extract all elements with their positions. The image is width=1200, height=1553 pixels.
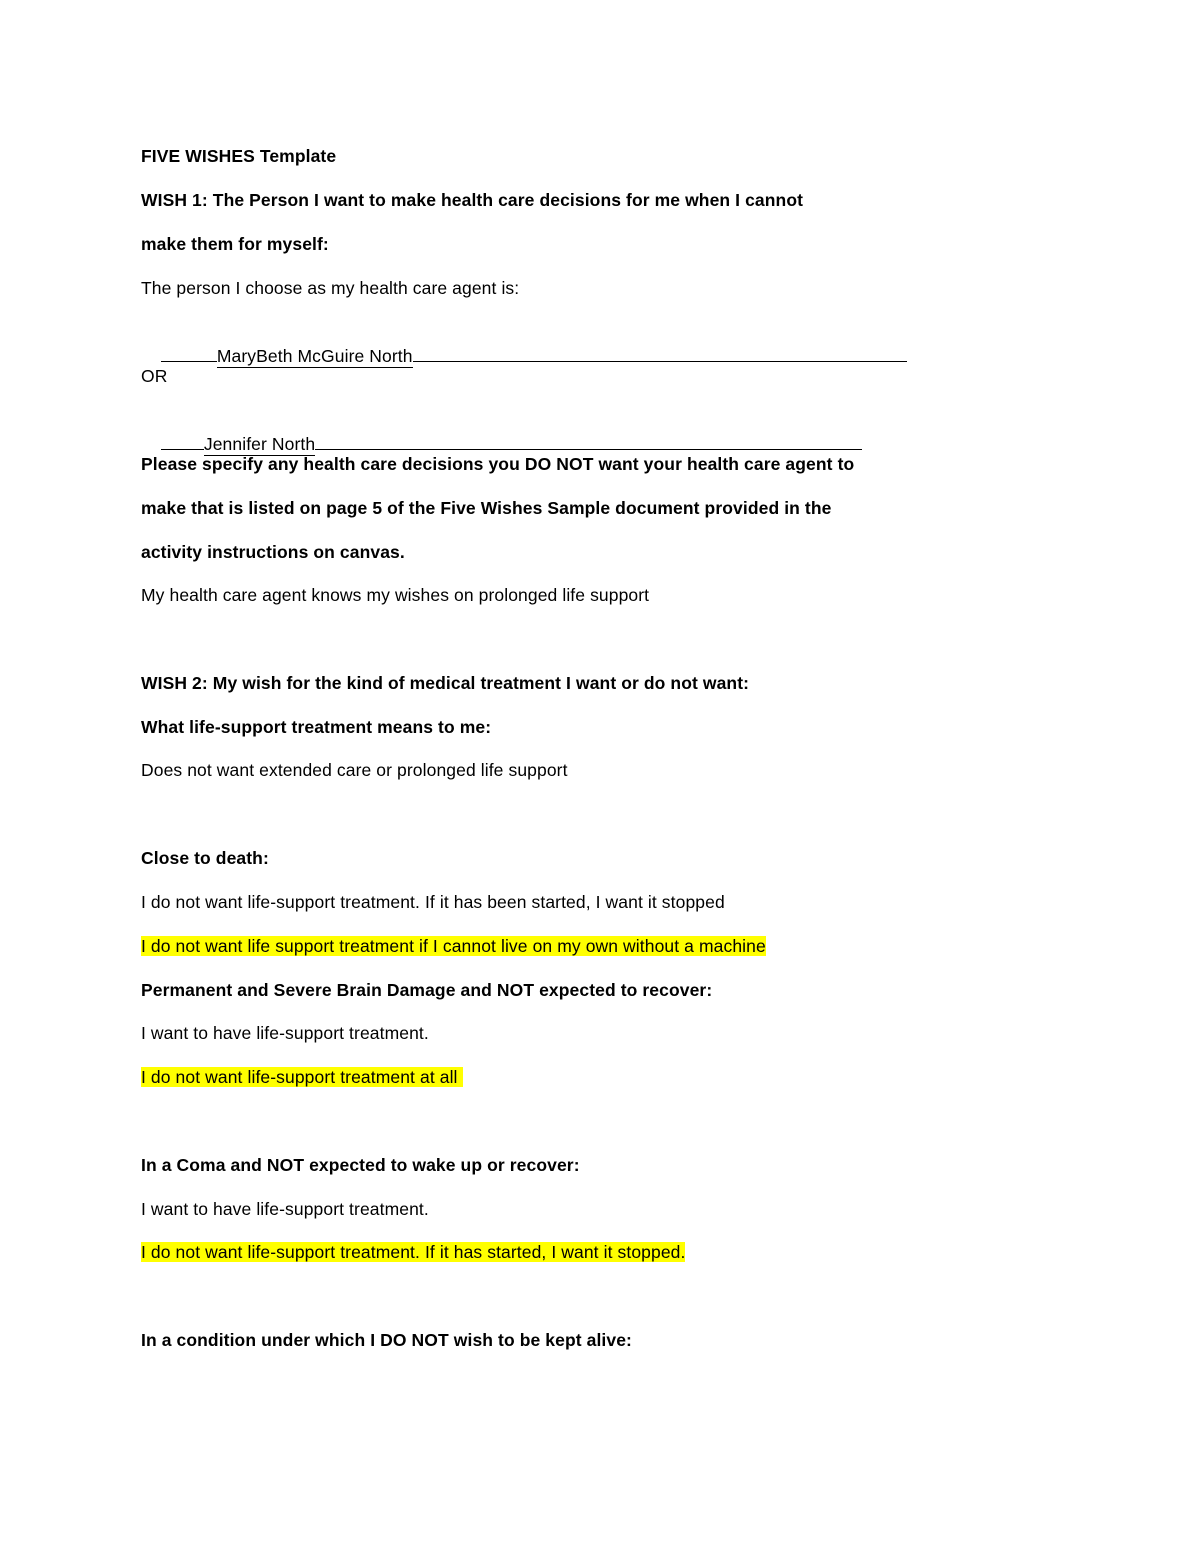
condition-label: In a condition under which I DO NOT wish to be kept alive:	[141, 1330, 632, 1350]
highlighted-answer: I do not want life support treatment if I cannot live on my own without a machine	[141, 936, 766, 956]
brain-damage-option-a: I want to have life-support treatment.	[141, 1023, 429, 1043]
coma-option-b	[141, 1240, 685, 1264]
blank-underline	[413, 361, 907, 362]
wish1-heading-line1: WISH 1: The Person I want to make health care decisions for me when I cannot	[141, 190, 804, 210]
brain-damage-option-b	[141, 1065, 463, 1089]
exclusions-prompt-line3: activity instructions on canvas.	[141, 542, 405, 562]
agent-prompt: The person I choose as my health care agent is:	[141, 278, 520, 298]
close-to-death-option-a: I do not want life-support treatment. If it has been started, I want it stopped	[141, 892, 725, 912]
blank-underline	[161, 361, 217, 362]
close-to-death-label: Close to death:	[141, 848, 269, 868]
highlighted-answer: I do not want life-support treatment. If it has started, I want it stopped.	[141, 1242, 686, 1262]
highlighted-answer: I do not want life-support treatment at all	[141, 1067, 463, 1087]
agent-primary-field	[141, 320, 907, 392]
wish1-heading-line2: make them for myself:	[141, 234, 329, 254]
blank-underline	[315, 449, 862, 450]
document-title: FIVE WISHES Template	[141, 146, 337, 166]
wish2-heading: WISH 2: My wish for the kind of medical treatment I want or do not want:	[141, 673, 750, 693]
life-support-meaning-answer: Does not want extended care or prolonged life support	[141, 760, 568, 780]
life-support-meaning-label: What life-support treatment means to me:	[141, 717, 492, 737]
or-label: OR	[141, 366, 168, 386]
exclusions-answer: My health care agent knows my wishes on prolonged life support	[141, 585, 650, 605]
close-to-death-option-b	[141, 934, 766, 958]
exclusions-prompt-line2: make that is listed on page 5 of the Five Wishes Sample document provided in the	[141, 498, 832, 518]
agent-primary-name: MaryBeth McGuire North	[216, 346, 413, 366]
brain-damage-label: Permanent and Severe Brain Damage and NOT expected to recover:	[141, 980, 713, 1000]
coma-label: In a Coma and NOT expected to wake up or recover:	[141, 1155, 580, 1175]
agent-alternate-name: Jennifer North	[203, 434, 316, 454]
exclusions-prompt-line1: Please specify any health care decisions you DO NOT want your health care agent to	[141, 454, 855, 474]
coma-option-a: I want to have life-support treatment.	[141, 1199, 429, 1219]
blank-underline	[161, 449, 204, 450]
